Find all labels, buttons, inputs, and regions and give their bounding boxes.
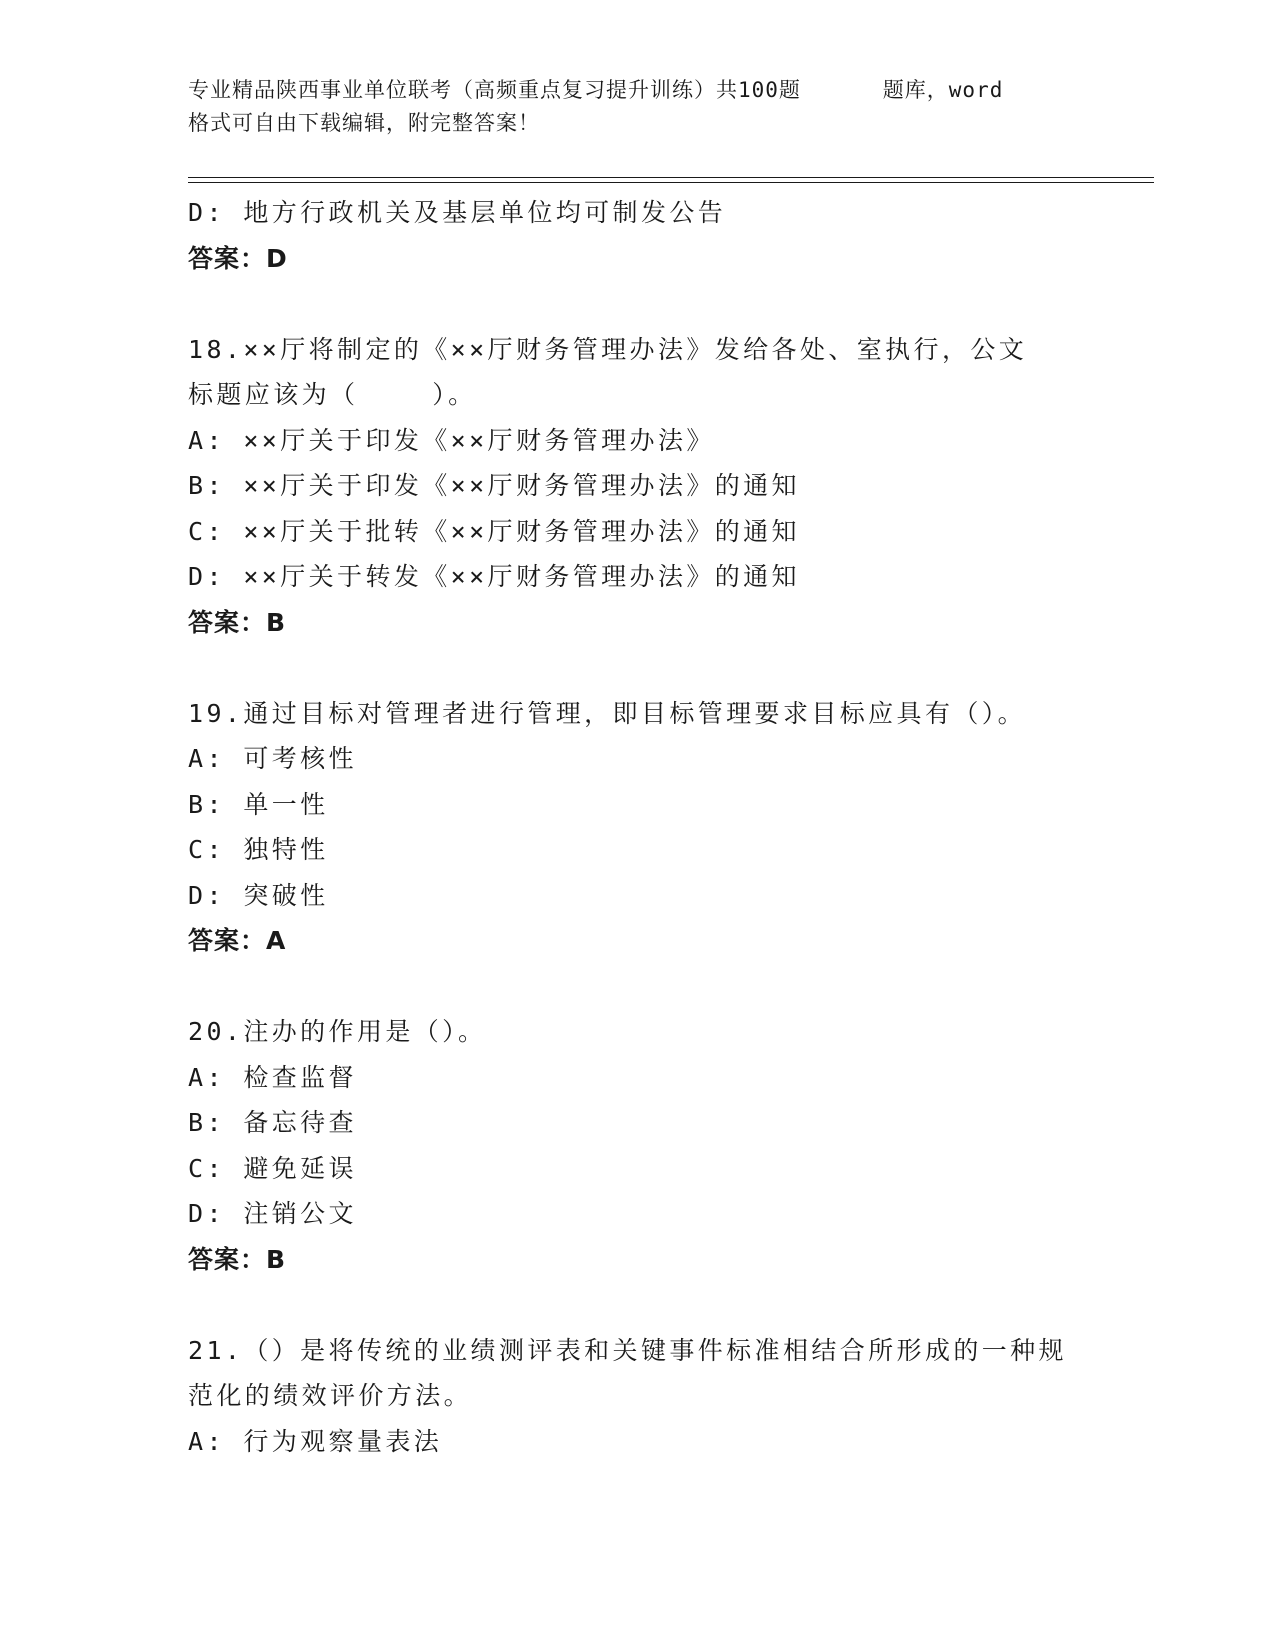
- question-block: [188, 1009, 1088, 1282]
- answer-line: 答案：B: [188, 1244, 287, 1274]
- option-line: D: 突破性: [188, 880, 329, 910]
- question-text: 19.通过目标对管理者进行管理，即目标管理要求目标应具有（）。: [188, 698, 1027, 728]
- question-block: [188, 327, 1088, 646]
- option-line: C: 避免延误: [188, 1153, 357, 1183]
- question-block: [188, 1328, 1088, 1465]
- header-rule-bottom: [188, 182, 1154, 183]
- option-line: D: ××厅关于转发《××厅财务管理办法》的通知: [188, 562, 800, 591]
- header-rule-top: [188, 177, 1154, 178]
- option-line: D: 注销公文: [188, 1199, 357, 1228]
- option-line: D: 地方行政机关及基层单位均可制发公告: [188, 198, 727, 227]
- spacer: [188, 645, 1088, 691]
- spacer: [188, 281, 1088, 327]
- option-line: B: 单一性: [188, 789, 329, 819]
- spacer: [188, 1282, 1088, 1328]
- option-line: A: 行为观察量表法: [188, 1426, 443, 1456]
- page-header: [188, 74, 1088, 140]
- option-line: A: 检查监督: [188, 1062, 357, 1092]
- header-line-1: 专业精品陕西事业单位联考（高频重点复习提升训练）共100题 题库，word: [188, 78, 1004, 102]
- question-text: 标题应该为（ ）。: [188, 380, 477, 409]
- option-line: B: 备忘待查: [188, 1108, 357, 1137]
- answer-line: 答案：A: [188, 926, 287, 955]
- answer-line: 答案：D: [188, 243, 288, 273]
- option-line: A: 可考核性: [188, 744, 357, 773]
- option-line: C: ××厅关于批转《××厅财务管理办法》的通知: [188, 516, 800, 546]
- answer-line: 答案：B: [188, 607, 287, 637]
- question-text: 20.注办的作用是（）。: [188, 1017, 487, 1046]
- question-block: [188, 691, 1088, 964]
- option-line: A: ××厅关于印发《××厅财务管理办法》: [188, 425, 715, 455]
- spacer: [188, 964, 1088, 1010]
- question-text: 18.××厅将制定的《××厅财务管理办法》发给各处、室执行，公文: [188, 334, 1028, 364]
- header-line-2: 格式可自由下载编辑，附完整答案！: [188, 111, 540, 135]
- question-list: [188, 190, 1088, 1464]
- question-block: [188, 190, 1088, 281]
- option-line: B: ××厅关于印发《××厅财务管理办法》的通知: [188, 471, 800, 500]
- question-text: 21.（）是将传统的业绩测评表和关键事件标准相结合所形成的一种规: [188, 1335, 1067, 1365]
- question-text: 范化的绩效评价方法。: [188, 1381, 473, 1410]
- option-line: C: 独特性: [188, 835, 329, 864]
